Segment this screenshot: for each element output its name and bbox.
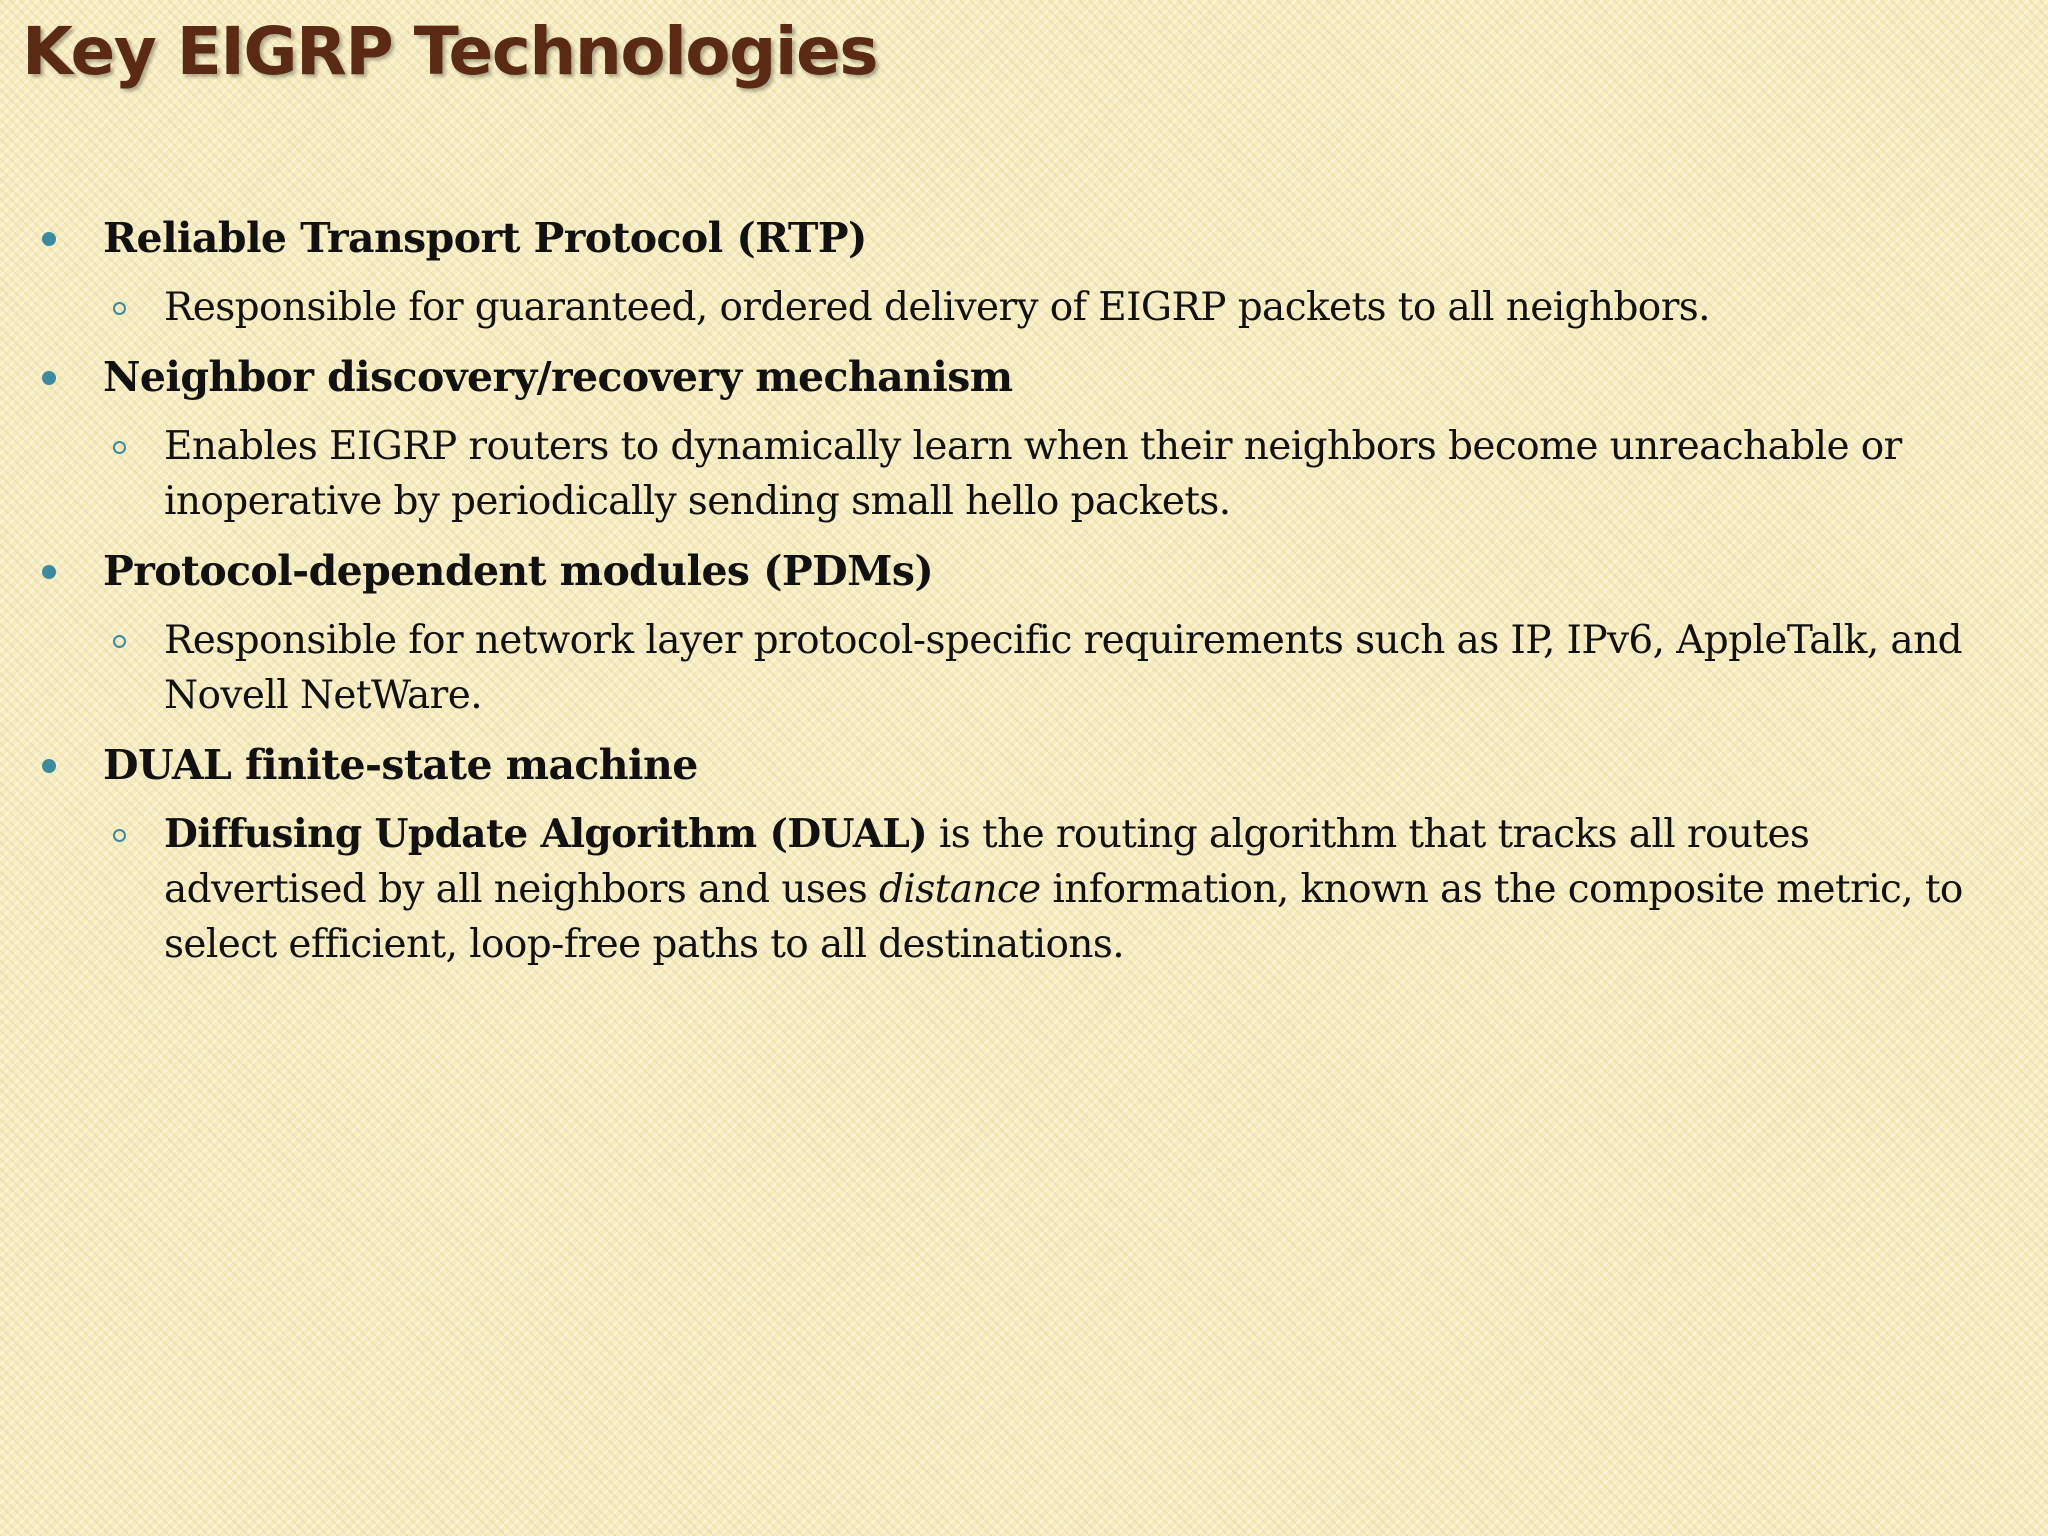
bullet-item-neighbor-discovery [0, 349, 2048, 405]
bullet-item-rtp [0, 210, 2048, 266]
sub-bullet-neighbor-discovery [0, 419, 2048, 529]
sub-bullet-italic-term: distance [878, 867, 1041, 912]
slide-title: Key EIGRP Technologies [22, 13, 878, 90]
bullet-dot-icon [42, 565, 56, 579]
bullet-heading: DUAL finite-state machine [103, 741, 698, 789]
sub-bullet-text-part-b: information, known as the composite metric, to select efficient, loop-free paths to all destinations. [164, 867, 1963, 967]
sub-bullet-dual [0, 807, 2048, 972]
sub-bullet-text: Responsible for network layer protocol-specific requirements such as IP, IPv6, AppleTalk, and Novell NetWare. [164, 618, 1962, 718]
bullet-dot-icon [42, 371, 56, 385]
sub-bullet-bold-term: Diffusing Update Algorithm (DUAL) [164, 811, 928, 857]
bullet-heading: Protocol-dependent modules (PDMs) [103, 547, 934, 595]
sub-bullet-ring-icon [113, 441, 126, 454]
sub-bullet-ring-icon [113, 635, 126, 648]
bullet-list [0, 210, 2048, 986]
bullet-item-pdms [0, 543, 2048, 599]
bullet-heading: Neighbor discovery/recovery mechanism [103, 353, 1013, 401]
bullet-heading: Reliable Transport Protocol (RTP) [103, 214, 867, 262]
bullet-dot-icon [42, 232, 56, 246]
sub-bullet-text-part-a: is the routing algorithm that tracks all routes advertised by all neighbors and uses [164, 812, 1810, 912]
bullet-item-dual [0, 737, 2048, 793]
bullet-dot-icon [42, 759, 56, 773]
sub-bullet-ring-icon [113, 302, 126, 315]
sub-bullet-text: Responsible for guaranteed, ordered delivery of EIGRP packets to all neighbors. [164, 285, 1710, 330]
sub-bullet-pdms [0, 613, 2048, 723]
sub-bullet-ring-icon [113, 829, 126, 842]
sub-bullet-text: Enables EIGRP routers to dynamically learn when their neighbors become unreachable or inoperative by periodically sending small hello packets. [164, 424, 1902, 524]
sub-bullet-rtp [0, 280, 2048, 335]
